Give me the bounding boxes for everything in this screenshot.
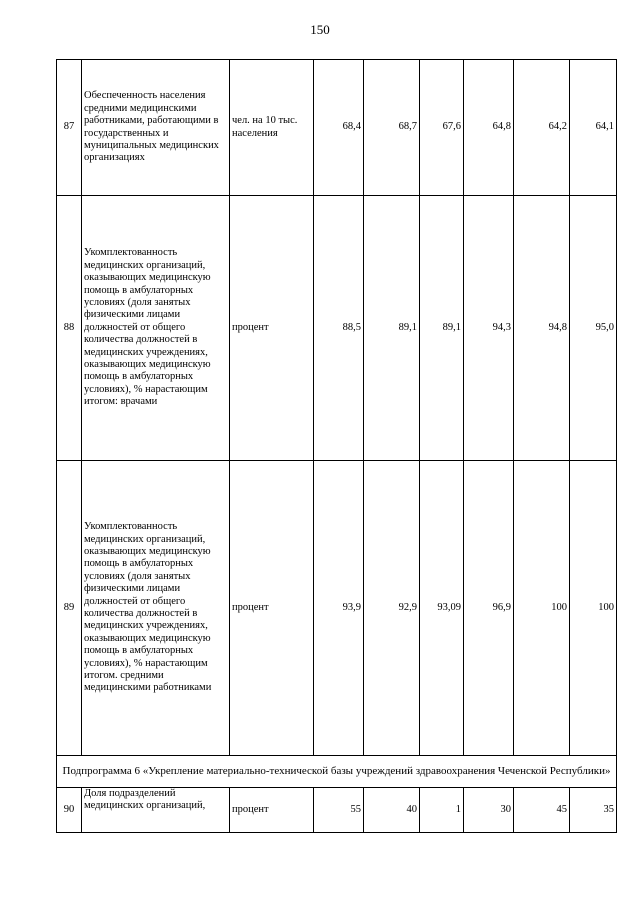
value-cell: 40 bbox=[364, 788, 420, 833]
value-cell: 30 bbox=[464, 788, 514, 833]
subprogram-title: Подпрограмма 6 «Укрепление материально-технической базы учреждений здравоохранения Чеченской Республики» bbox=[57, 756, 617, 788]
indicator-name: Обеспеченность населения средними медицинскими работниками, работающими в государственных и муниципальных медицинских организациях bbox=[82, 60, 230, 196]
value-cell: 64,1 bbox=[570, 60, 617, 196]
unit-cell: чел. на 10 тыс. населения bbox=[230, 60, 314, 196]
value-cell: 92,9 bbox=[364, 461, 420, 756]
indicator-name: Доля подразделений медицинских организаций, bbox=[82, 788, 230, 833]
table-row bbox=[57, 788, 617, 833]
table-row bbox=[57, 196, 617, 461]
value-cell: 55 bbox=[314, 788, 364, 833]
unit-cell: процент bbox=[230, 788, 314, 833]
value-cell: 100 bbox=[570, 461, 617, 756]
unit-cell: процент bbox=[230, 196, 314, 461]
row-number: 87 bbox=[57, 60, 82, 196]
unit-cell: процент bbox=[230, 461, 314, 756]
value-cell: 64,8 bbox=[464, 60, 514, 196]
value-cell: 100 bbox=[514, 461, 570, 756]
indicator-name: Укомплектованность медицинских организаций, оказывающих медицинскую помощь в амбулаторных условиях (доля занятых физическими лицами должностей от общего количества должностей в медицинских учреждениях, оказывающих медицинскую помощь в амбулаторных условиях), % нарастающим итогом: врачами bbox=[82, 196, 230, 461]
value-cell: 67,6 bbox=[420, 60, 464, 196]
value-cell: 95,0 bbox=[570, 196, 617, 461]
value-cell: 89,1 bbox=[364, 196, 420, 461]
value-cell: 88,5 bbox=[314, 196, 364, 461]
value-cell: 45 bbox=[514, 788, 570, 833]
indicators-table bbox=[56, 59, 617, 833]
value-cell: 89,1 bbox=[420, 196, 464, 461]
value-cell: 35 bbox=[570, 788, 617, 833]
row-number: 90 bbox=[57, 788, 82, 833]
table-row bbox=[57, 60, 617, 196]
value-cell: 93,09 bbox=[420, 461, 464, 756]
indicator-name: Укомплектованность медицинских организаций, оказывающих медицинскую помощь в амбулаторных условиях (доля занятых физическими лицами должностей от общего количества должностей в медицинских учреждениях, оказывающих медицинскую помощь в амбулаторных условиях), % нарастающим итогом. средними медицинскими работниками bbox=[82, 461, 230, 756]
value-cell: 68,4 bbox=[314, 60, 364, 196]
value-cell: 93,9 bbox=[314, 461, 364, 756]
value-cell: 94,8 bbox=[514, 196, 570, 461]
subprogram-row bbox=[57, 756, 617, 788]
row-number: 89 bbox=[57, 461, 82, 756]
value-cell: 96,9 bbox=[464, 461, 514, 756]
table-row bbox=[57, 461, 617, 756]
page-number: 150 bbox=[310, 22, 330, 37]
value-cell: 94,3 bbox=[464, 196, 514, 461]
value-cell: 1 bbox=[420, 788, 464, 833]
value-cell: 64,2 bbox=[514, 60, 570, 196]
value-cell: 68,7 bbox=[364, 60, 420, 196]
row-number: 88 bbox=[57, 196, 82, 461]
